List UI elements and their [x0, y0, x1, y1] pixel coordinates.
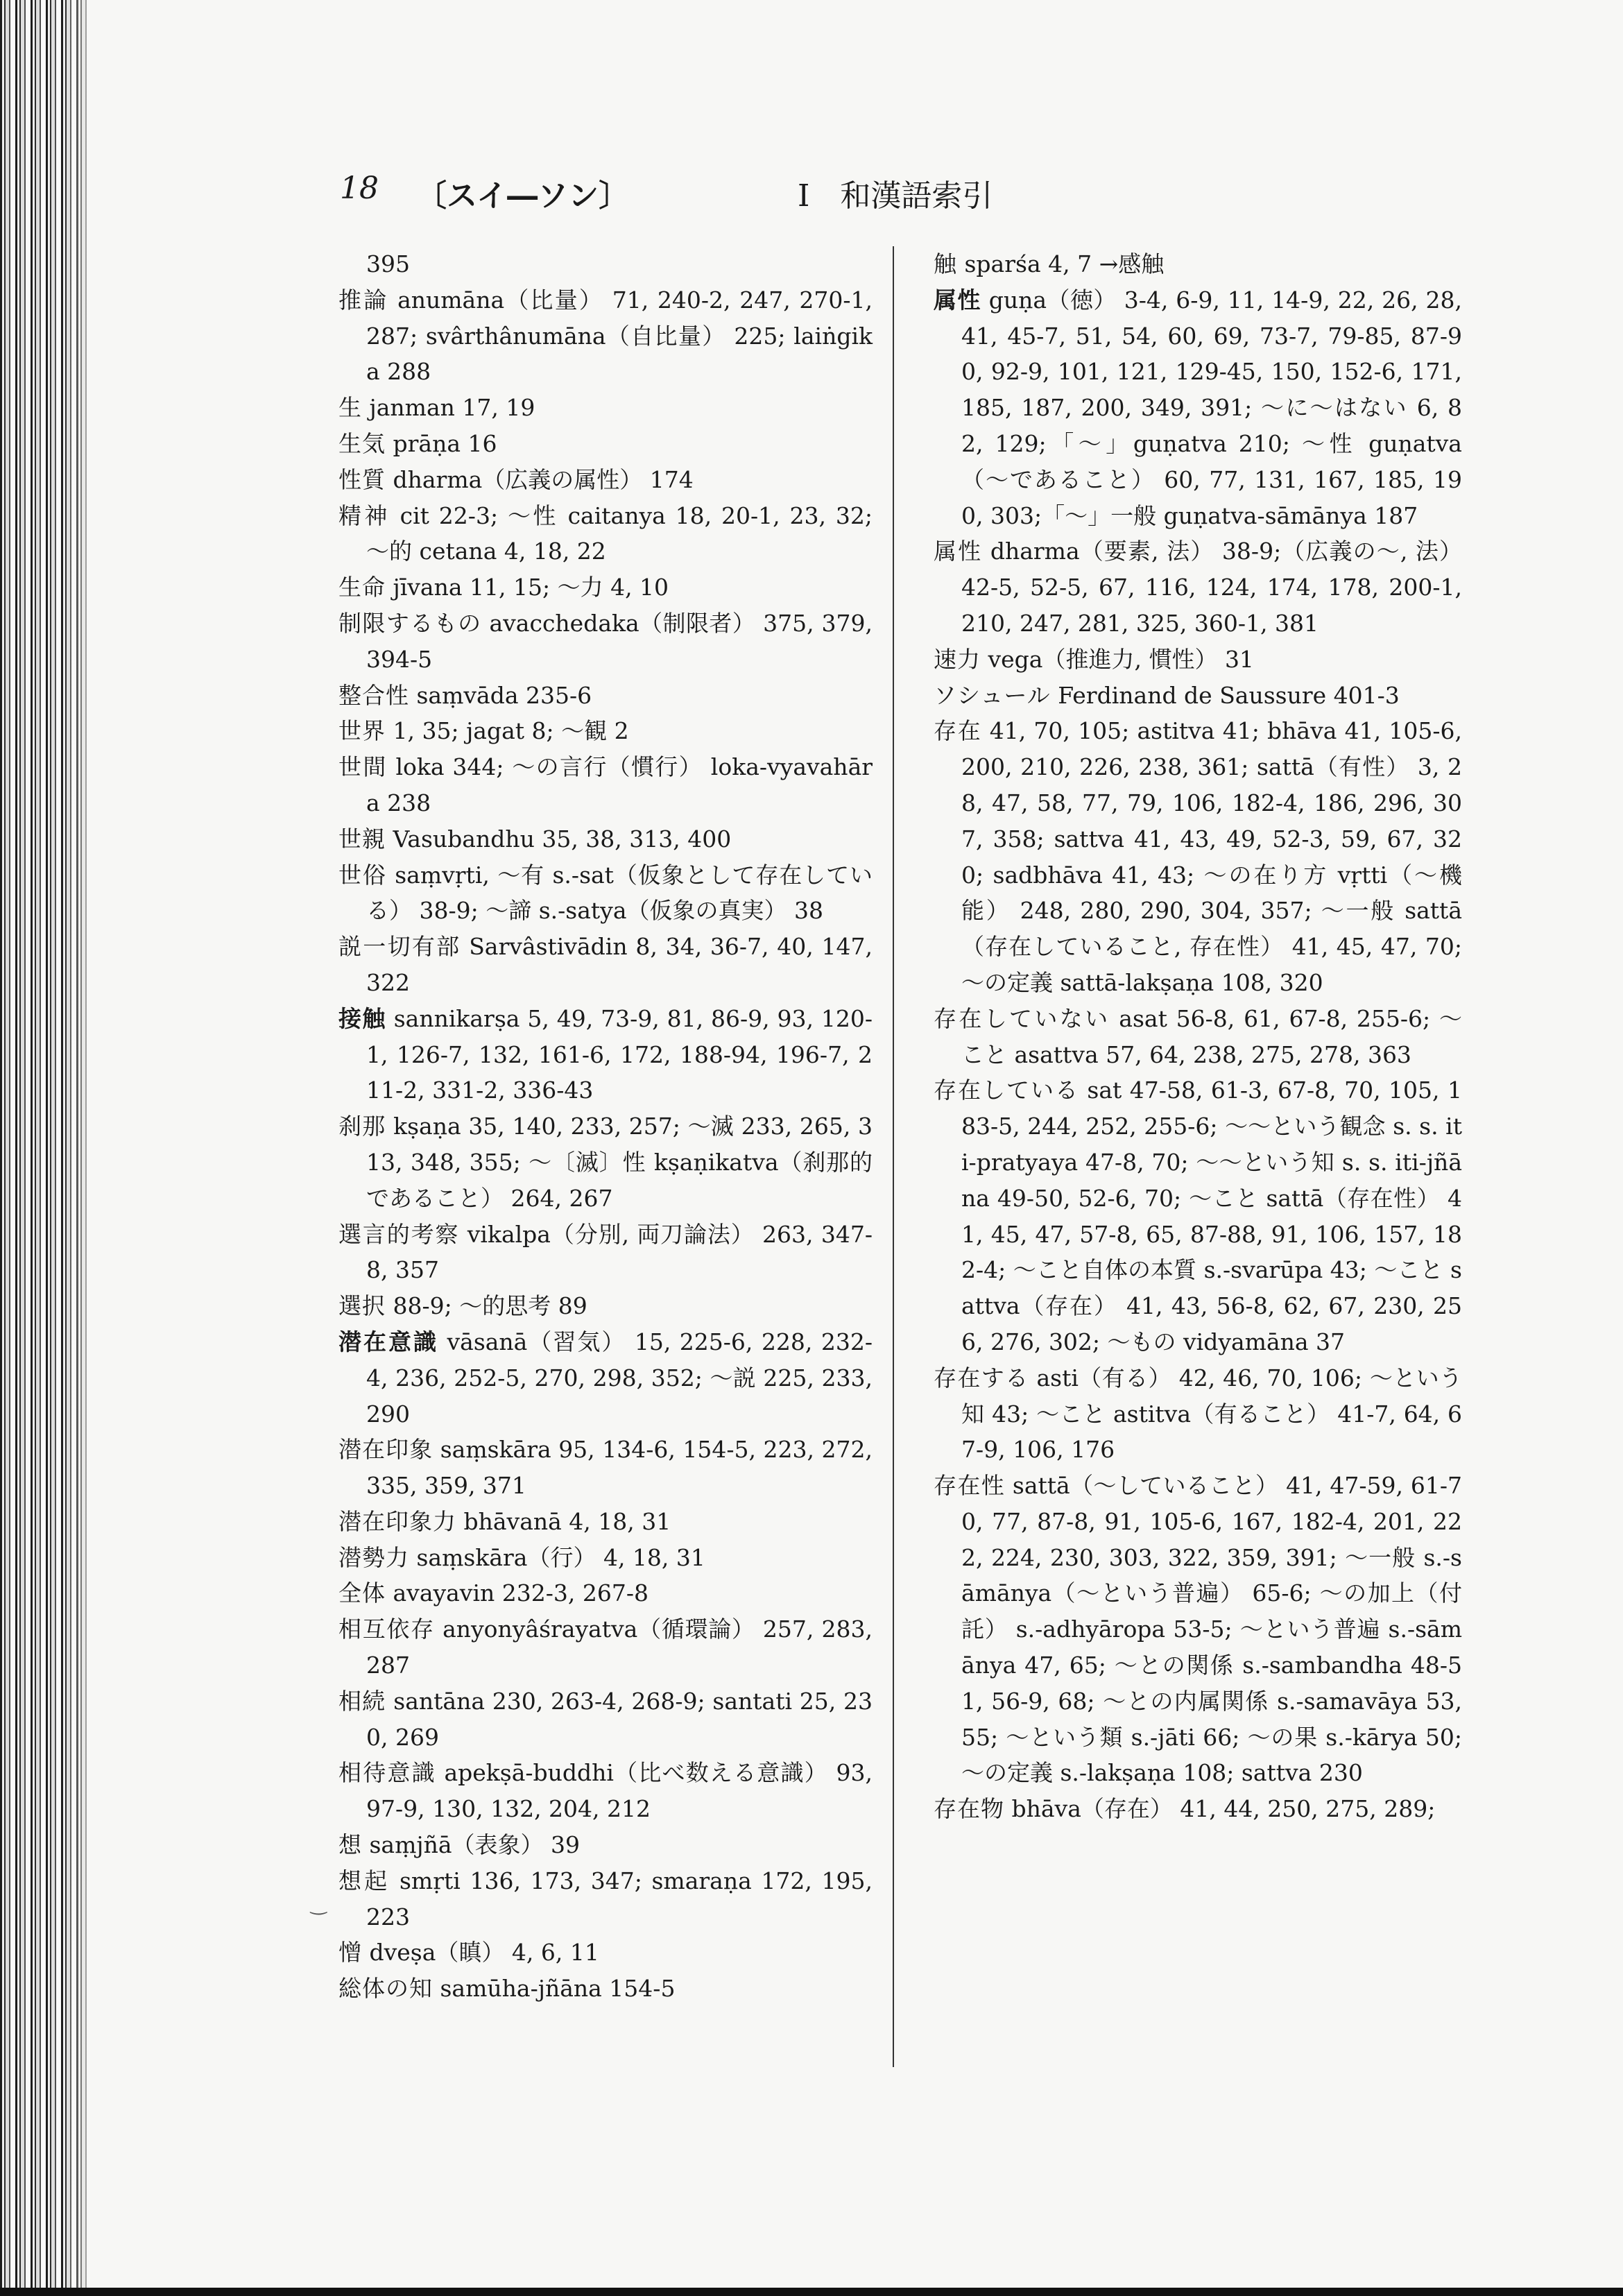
scan-bottom-edge: [0, 2288, 1623, 2296]
index-entry: [338, 462, 873, 498]
index-entry: [338, 749, 873, 821]
index-references: saṃskāra（行） 4, 18, 31: [416, 1543, 705, 1571]
index-references: 1, 35; jagat 8; ～観 2: [393, 717, 629, 745]
index-term: 属性: [934, 538, 983, 565]
index-column-right: [934, 246, 1462, 1827]
index-term: 想起: [338, 1867, 390, 1894]
index-term: 推論: [338, 286, 389, 314]
index-references: sparśa 4, 7 →感触: [964, 250, 1165, 277]
index-term: 刹那: [338, 1113, 386, 1140]
index-entry: [338, 1432, 873, 1504]
index-references: cit 22-3; ～性 caitanya 18, 20-1, 23, 32; ～的 cetana 4, 18, 22: [366, 502, 873, 565]
index-entry: [338, 1504, 873, 1540]
index-references: bhāva（存在） 41, 44, 250, 275, 289;: [1011, 1795, 1436, 1823]
index-term: 世俗: [338, 861, 387, 889]
index-references: dveṣa（瞋） 4, 6, 11: [369, 1939, 599, 1967]
index-references: anumāna（比量） 71, 240-2, 247, 270-1, 287; svârthânumāna（自比量） 225; laiṅgika 288: [366, 286, 873, 386]
index-references: saṃskāra 95, 134-6, 154-5, 223, 272, 335, 359, 371: [366, 1436, 873, 1500]
page-header: [0, 171, 1623, 212]
index-references: samūha-jñāna 154-5: [440, 1975, 676, 2003]
index-term: 属性: [934, 286, 981, 314]
index-entry: [934, 246, 1462, 282]
index-references: saṃvāda 235-6: [416, 681, 592, 709]
index-entry: [338, 498, 873, 570]
index-term: 存在する: [934, 1364, 1029, 1391]
index-references: kṣaṇa 35, 140, 233, 257; ～滅 233, 265, 313, 348, 355; ～〔滅〕性 kṣaṇikatva（刹那的であること） 264, 267: [366, 1113, 873, 1212]
index-references: dharma（要素, 法） 38-9;（広義の～, 法） 42-5, 52-5, 67, 116, 124, 174, 178, 200-1, 210, 247, 281, 325, 360-1, 381: [961, 538, 1463, 637]
index-references: jīvana 11, 15; ～力 4, 10: [393, 574, 669, 601]
index-references: bhāvanā 4, 18, 31: [463, 1507, 671, 1535]
index-references: avayavin 232-3, 267-8: [393, 1579, 649, 1607]
index-term: 存在している: [934, 1077, 1079, 1104]
index-term: 制限するもの: [338, 609, 482, 637]
index-term: 選言的考察: [338, 1220, 460, 1248]
index-term: 想: [338, 1831, 362, 1859]
index-term: 世界: [338, 717, 386, 745]
index-entry: [934, 713, 1462, 1000]
index-term: 存在物: [934, 1795, 1004, 1823]
index-references: anyonyâśrayatva（循環論） 257, 283, 287: [366, 1616, 873, 1679]
index-references: 41, 70, 105; astitva 41; bhāva 41, 105-6, 200, 210, 226, 238, 361; sattā（有性） 3, 28, 47, 58, 77, 79, 106, 182-4, 186, 296, 307, 358; sattva 41, 43, 49, 52-3, 59, 67, 320; sadbhāva 41, 43; ～の在り方 vṛtti（～機能） 248, 280, 290, 304, 357; ～一般 sattā（存在していること, 存在性） 41, 45, 47, 70; ～の定義 sattā-lakṣaṇa 108, 320: [961, 717, 1462, 996]
index-term: 憎: [338, 1939, 362, 1967]
index-entry: [338, 929, 873, 1001]
index-references: prāṇa 16: [393, 429, 497, 457]
index-term: 精神: [338, 502, 390, 529]
index-term: 潜在印象: [338, 1436, 433, 1464]
index-references: dharma（広義の属性） 174: [393, 465, 694, 493]
index-references: sat 47-58, 61-3, 67-8, 70, 105, 183-5, 244, 252, 255-6; ～～という観念 s. s. iti-pratyaya 47-8, 70; ～～という知 s. s. iti-jñāna 49-50, 52-6, 70; ～こと sattā（存在性） 41, 45, 47, 57-8, 65, 87-88, 91, 106, 157, 182-4; ～こと自体の本質 s.-svarūpa 43; ～こと sattva（存在） 41, 43, 56-8, 62, 67, 230, 256, 276, 302; ～もの vidyamāna 37: [961, 1077, 1462, 1355]
index-term: 潜在印象力: [338, 1507, 456, 1535]
index-references: saṃvṛti, ～有 s.-sat（仮象として存在している） 38-9; ～諦 s.-satya（仮象の真実） 38: [366, 861, 873, 925]
index-entry: [338, 1575, 873, 1611]
index-term: 速力: [934, 645, 981, 673]
index-entry: [934, 1072, 1462, 1360]
index-term: 説一切有部: [338, 933, 461, 961]
index-references: Sarvâstivādin 8, 34, 36-7, 40, 147, 322: [366, 933, 873, 996]
index-entry: [338, 426, 873, 462]
index-term: 相待意識: [338, 1759, 436, 1787]
index-term: 接触: [338, 1004, 386, 1032]
index-references: apekṣā-buddhi（比べ数える意識） 93, 97-9, 130, 132, 204, 212: [366, 1759, 873, 1823]
column-divider: [893, 246, 894, 2067]
index-term: 世間: [338, 753, 388, 781]
index-term: 相続: [338, 1687, 386, 1715]
index-references: vikalpa（分別, 両刀論法） 263, 347-8, 357: [366, 1220, 873, 1284]
index-entry: [338, 1217, 873, 1289]
index-references: asat 56-8, 61, 67-8, 255-6; ～こと asattva 57, 64, 238, 275, 278, 363: [961, 1004, 1462, 1068]
index-references: sannikarṣa 5, 49, 73-9, 81, 86-9, 93, 120-1, 126-7, 132, 161-6, 172, 188-94, 196-7, 211-2, 331-2, 336-43: [366, 1004, 873, 1104]
index-term: ソシュール: [934, 681, 1051, 709]
index-entry: [338, 1863, 873, 1935]
index-references: 88-9; ～的思考 89: [393, 1292, 587, 1320]
index-references: asti（有る） 42, 46, 70, 106; ～という知 43; ～こと astitva（有ること） 41-7, 64, 67-9, 106, 176: [961, 1364, 1463, 1464]
index-term: 生気: [338, 429, 386, 457]
running-head: 〔スイ―ソン〕: [416, 178, 630, 214]
index-references: smṛti 136, 173, 347; smaraṇa 172, 195, 223: [366, 1867, 873, 1930]
index-entry: [338, 569, 873, 606]
index-entry: [338, 606, 873, 678]
index-references: guṇa（徳） 3-4, 6-9, 11, 14-9, 22, 26, 28, 41, 45-7, 51, 54, 60, 69, 73-7, 79-85, 87-90, 92-9, 101, 121, 129-45, 150, 152-6, 171, 185, 187, 200, 349, 391; ～に～はない 6, 82, 129;「～」guṇatva 210; ～性 guṇatva（～であること） 60, 77, 131, 167, 185, 190, 303;「～」一般 guṇatva-sāmānya 187: [961, 286, 1462, 529]
index-entry: [338, 1288, 873, 1324]
index-term: 整合性: [338, 681, 409, 709]
index-entry: [338, 1971, 873, 2007]
index-entry: [338, 1755, 873, 1827]
index-entry: [934, 1468, 1462, 1791]
index-references: vega（推進力, 慣性） 31: [988, 645, 1254, 673]
index-references: Ferdinand de Saussure 401-3: [1058, 681, 1400, 709]
index-references: vāsanā（習気） 15, 225-6, 228, 232-4, 236, 252-5, 270, 298, 352; ～説 225, 233, 290: [366, 1328, 873, 1428]
index-references: Vasubandhu 35, 38, 313, 400: [393, 825, 732, 853]
index-entry: [934, 1360, 1462, 1468]
index-entry: [338, 1827, 873, 1863]
index-references: 395: [366, 250, 410, 277]
index-entry: [338, 1324, 873, 1432]
index-entry: [338, 678, 873, 714]
index-references: saṃjñā（表象） 39: [369, 1831, 581, 1859]
index-entry: [934, 533, 1462, 641]
index-term: 世親: [338, 825, 386, 853]
index-term: 相互依存: [338, 1616, 435, 1643]
index-entry: [338, 1611, 873, 1684]
index-term: 潜勢力: [338, 1543, 409, 1571]
index-entry: [338, 821, 873, 857]
index-entry: [338, 1540, 873, 1576]
index-entry: [338, 713, 873, 749]
index-entry: [934, 678, 1462, 714]
index-references: avacchedaka（制限者） 375, 379, 394-5: [366, 609, 873, 673]
index-entry: [934, 1001, 1462, 1073]
index-entry: [338, 390, 873, 426]
index-references: loka 344; ～の言行（慣行） loka-vyavahāra 238: [366, 753, 873, 816]
index-term: 存在性: [934, 1472, 1006, 1500]
index-entry: [338, 1684, 873, 1756]
margin-mark: ‿: [311, 1892, 327, 1915]
index-term: 選択: [338, 1292, 386, 1320]
index-references: santāna 230, 263-4, 268-9; santati 25, 230, 269: [366, 1687, 873, 1751]
index-entry: [338, 282, 873, 390]
index-term: 生: [338, 394, 362, 422]
index-entry: [338, 857, 873, 929]
index-term: 全体: [338, 1579, 386, 1607]
index-term: 潜在意識: [338, 1328, 438, 1355]
index-term: 生命: [338, 574, 386, 601]
index-entry: [338, 246, 873, 282]
index-term: 性質: [338, 465, 386, 493]
page-number: 18: [340, 171, 379, 206]
index-entry: [934, 642, 1462, 678]
index-entry: [338, 1001, 873, 1108]
index-entry: [338, 1935, 873, 1971]
index-term: 存在: [934, 717, 982, 745]
scan-binding-shadow: [66, 0, 108, 2296]
index-entry: [338, 1108, 873, 1216]
index-entry: [934, 282, 1462, 534]
index-references: sattā（～していること） 41, 47-59, 61-70, 77, 87-8, 91, 105-6, 167, 182-4, 201, 222, 224, 230, 303, 322, 359, 391; ～一般 s.-sāmānya（～という普遍） 65-6; ～の加上（付託） s.-adhyāropa 53-5; ～という普遍 s.-sāmānya 47, 65; ～との関係 s.-sambandha 48-51, 56-9, 68; ～との内属関係 s.-samavāya 53, 55; ～という類 s.-jāti 66; ～の果 s.-kārya 50; ～の定義 s.-lakṣaṇa 108; sattva 230: [961, 1472, 1462, 1787]
index-term: 触: [934, 250, 957, 277]
index-references: janman 17, 19: [369, 394, 535, 422]
index-column-left: [338, 246, 873, 2007]
section-title: I 和漢語索引: [798, 178, 993, 214]
index-term: 存在していない: [934, 1004, 1110, 1032]
index-entry: [934, 1791, 1462, 1827]
index-term: 総体の知: [338, 1975, 433, 2003]
